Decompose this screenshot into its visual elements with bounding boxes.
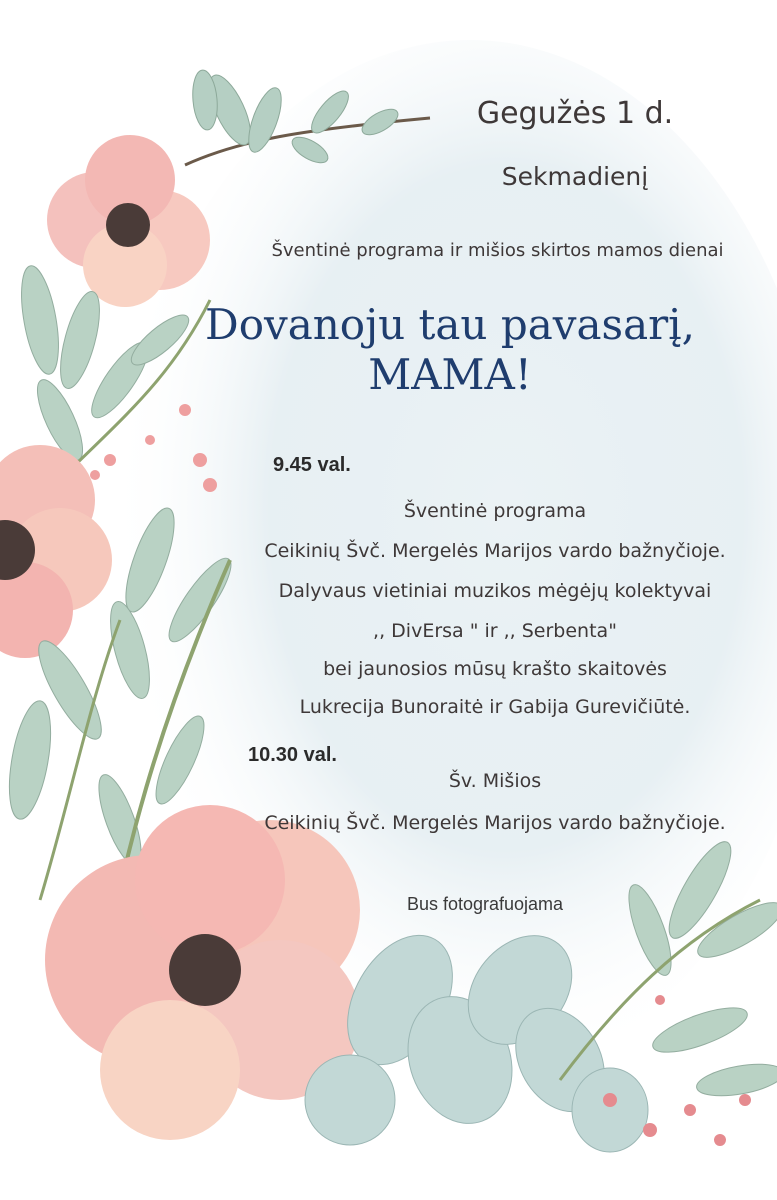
headline-title: Dovanoju tau pavasarį, MAMA!: [205, 300, 695, 399]
schedule-1-line-1: Šventinė programa: [403, 500, 587, 522]
schedule-time-2: 10.30 val.: [248, 744, 337, 766]
schedule-1-line-5: bei jaunosios mūsų krašto skaitovės: [323, 658, 667, 680]
schedule-time-1: 9.45 val.: [273, 454, 351, 476]
event-weekday: Sekmadienį: [501, 162, 649, 191]
schedule-2-line-2: Ceikinių Švč. Mergelės Marijos vardo bažnyčioje.: [264, 812, 726, 834]
photography-note: Bus fotografuojama: [406, 894, 564, 914]
schedule-1-line-6: Lukrecija Bunoraitė ir Gabija Gurevičiūtė.: [299, 696, 691, 718]
small-pink-blossoms: [90, 404, 217, 492]
schedule-2-line-1: Šv. Mišios: [448, 770, 542, 792]
schedule-1-line-3: Dalyvaus vietiniai muzikos mėgėjų kolektyvai: [278, 580, 712, 602]
schedule-1-line-4: ,, DivErsa " ir ,, Serbenta": [373, 620, 617, 642]
schedule-1-line-2: Ceikinių Švč. Mergelės Marijos vardo bažnyčioje.: [264, 540, 726, 562]
flower-top-left: [47, 135, 210, 307]
event-subtitle: Šventinė programa ir mišios skirtos mamos dienai: [271, 240, 724, 261]
leaf-sprig-top: [185, 69, 430, 168]
event-date: Gegužės 1 d.: [476, 96, 674, 131]
